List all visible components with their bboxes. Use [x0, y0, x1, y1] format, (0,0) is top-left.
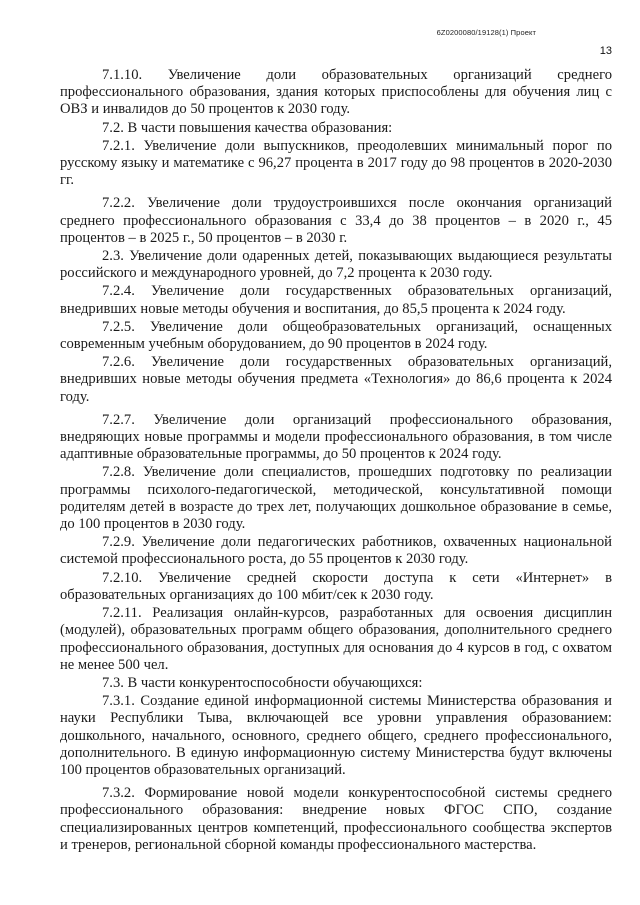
paragraph-7-2-9: 7.2.9. Увеличение доли педагогических работников, охваченных национальной системой профессионального роста, до 55 процентов к 2030 году.: [60, 534, 612, 568]
paragraph-7-2-10: 7.2.10. Увеличение средней скорости доступа к сети «Интернет» в образовательных организациях до 100 мбит/сек к 2030 году.: [60, 569, 612, 603]
paragraph-7-3-1: 7.3.1. Создание единой информационной системы Министерства образования и науки Республики Тыва, включающей все уровни управления образованием: дошкольного, начального, основного, среднего общего, среднего профессионального, дополнительного. В единую информационную систему Министерства будут включены 100 процентов образовательных организаций.: [60, 693, 612, 778]
paragraph-7-2-2: 7.2.2. Увеличение доли трудоустроившихся после окончания организаций среднего профессионального образования с 33,4 до 38 процентов – в 2020 г., 45 процентов – в 2025 г., 50 процентов – в 2030 г.: [60, 195, 612, 246]
document-body: [60, 67, 612, 855]
paragraph-7-1-10: 7.1.10. Увеличение доли образовательных организаций среднего профессионального образования, здания которых приспособлены для обучения лиц с ОВЗ и инвалидов до 50 процентов к 2030 году.: [60, 67, 612, 118]
section-heading-7-3: 7.3. В части конкурентоспособности обучающихся:: [102, 674, 423, 691]
paragraph-7-2-5: 7.2.5. Увеличение доли общеобразовательных организаций, оснащенных современным учебным оборудованием, до 90 процентов в 2024 году.: [60, 318, 612, 353]
section-heading-7-2: 7.2. В части повышения качества образования:: [102, 119, 393, 136]
paragraph-2-3: 2.3. Увеличение доли одаренных детей, показывающих выдающиеся результаты российского и международного уровней, до 7,2 процента к 2030 году.: [60, 248, 612, 282]
paragraph-7-2-6: 7.2.6. Увеличение доли государственных образовательных организаций, внедривших новые методы обучения предмета «Технология» до 86,6 процента к 2024 году.: [60, 354, 612, 405]
paragraph-7-2-11: 7.2.11. Реализация онлайн-курсов, разработанных для освоения дисциплин (модулей), образовательных программ общего образования, дополнительного среднего профессионального образования, доступных для основания до 4 курсов в год, с охватом не менее 500 чел.: [60, 605, 612, 673]
document-id: 6Z0200080/19128(1) Проект: [436, 28, 536, 37]
paragraph-7-2-7: 7.2.7. Увеличение доли организаций профессионального образования, внедряющих новые программы и модели профессионального образования, в том числе адаптивные образовательные программы, до 50 процентов к 2024 году.: [60, 411, 612, 463]
page-number: 13: [599, 45, 612, 57]
paragraph-7-2-1: 7.2.1. Увеличение доли выпускников, преодолевших минимальный порог по русскому языку и математике с 96,27 процента в 2017 году до 98 процентов в 2020-2030 гг.: [60, 137, 612, 189]
paragraph-7-3-2: 7.3.2. Формирование новой модели конкурентоспособной системы среднего профессионального образования: внедрение новых ФГОС СПО, создание специализированных центров компетенций, профессионального сообщества экспертов и тренеров, региональной сборной команды профессионального мастерства.: [60, 785, 612, 853]
paragraph-7-2-8: 7.2.8. Увеличение доли специалистов, прошедших подготовку по реализации программы психолого-педагогической, методической, консультативной помощи родителям детей в возрасте до трех лет, получающих дошкольное образование в семье, до 100 процентов в 2030 году.: [60, 464, 612, 533]
paragraph-7-2-4: 7.2.4. Увеличение доли государственных образовательных организаций, внедривших новые методы обучения и воспитания, до 85,5 процента к 2024 году.: [60, 283, 612, 317]
